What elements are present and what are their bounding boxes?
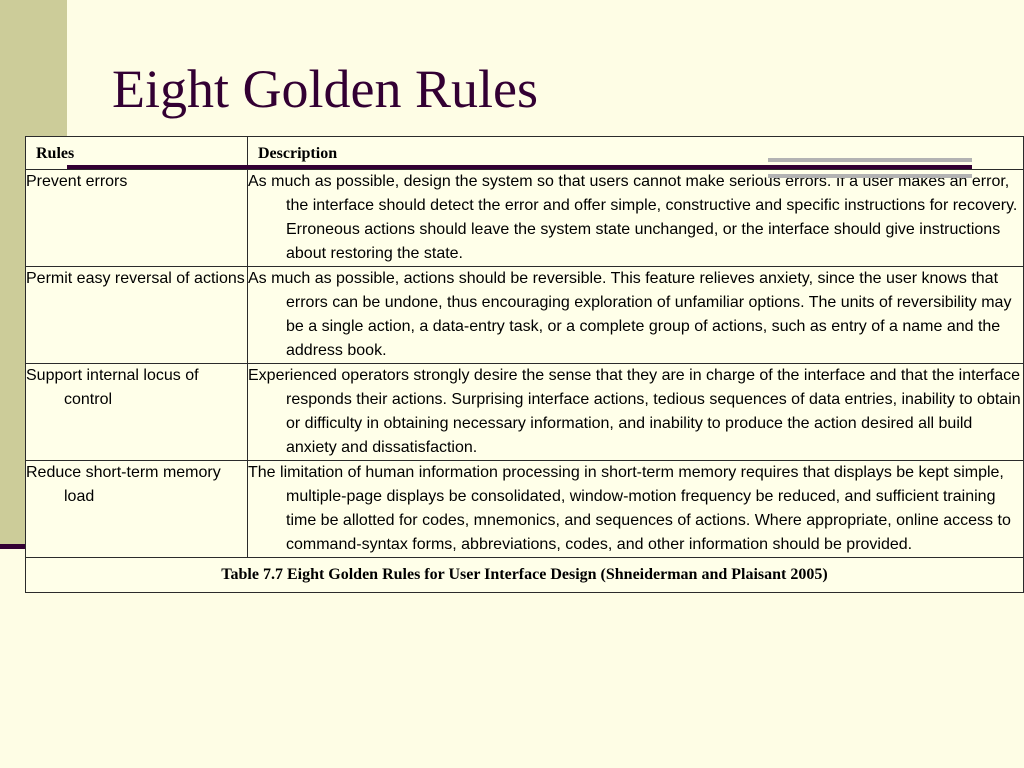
description-cell (248, 170, 1024, 267)
description-cell (248, 364, 1024, 461)
table-row (26, 267, 1024, 364)
rule-description: Experienced operators strongly desire the sense that they are in charge of the interface and that the interface responds their actions. Surprising interface actions, tedious sequences of data entries, inability to obtain or difficulty in obtaining necessary information, and inability to produce the action desired all build anxiety and dissatisfaction. (248, 367, 1021, 456)
rule-name: Prevent errors (26, 173, 128, 190)
rule-cell (26, 170, 248, 267)
rule-description: As much as possible, actions should be reversible. This feature relieves anxiety, since the user knows that errors can be undone, thus encouraging exploration of unfamiliar options. The units of reversibility may be a single action, a data-entry task, or a complete group of actions, such as entry of a name and the address book. (248, 270, 1012, 359)
header-rules: Rules (26, 137, 248, 170)
header-description: Description (248, 137, 1024, 170)
rule-name: Reduce short-term memory load (26, 464, 221, 505)
description-cell (248, 461, 1024, 558)
table-row (26, 461, 1024, 558)
rule-description: As much as possible, design the system so that users cannot make serious errors. If a user makes an error, the interface should detect the error and offer simple, constructive and specific instructions for recovery. Erroneous actions should leave the system state unchanged, or the interface should give instructions about restoring the state. (248, 173, 1018, 262)
rule-name: Support internal locus of control (26, 367, 199, 408)
golden-rules-table (25, 136, 1024, 593)
table-caption-row (26, 558, 1024, 593)
description-cell (248, 267, 1024, 364)
rule-cell (26, 364, 248, 461)
rule-name: Permit easy reversal of actions (26, 270, 245, 287)
table-body (26, 170, 1024, 593)
rule-description: The limitation of human information processing in short-term memory requires that displays be kept simple, multiple-page displays be consolidated, window-motion frequency be reduced, and sufficient training time be allotted for codes, mnemonics, and sequences of actions. Where appropriate, online access to command-syntax forms, abbreviations, codes, and other information should be provided. (248, 464, 1011, 553)
table-row (26, 170, 1024, 267)
rule-cell (26, 461, 248, 558)
grey-accent-lines (768, 158, 972, 178)
table-row (26, 364, 1024, 461)
table-caption: Table 7.7 Eight Golden Rules for User Interface Design (Shneiderman and Plaisant 2005) (26, 558, 1024, 593)
rule-cell (26, 267, 248, 364)
slide-title: Eight Golden Rules (112, 59, 538, 119)
